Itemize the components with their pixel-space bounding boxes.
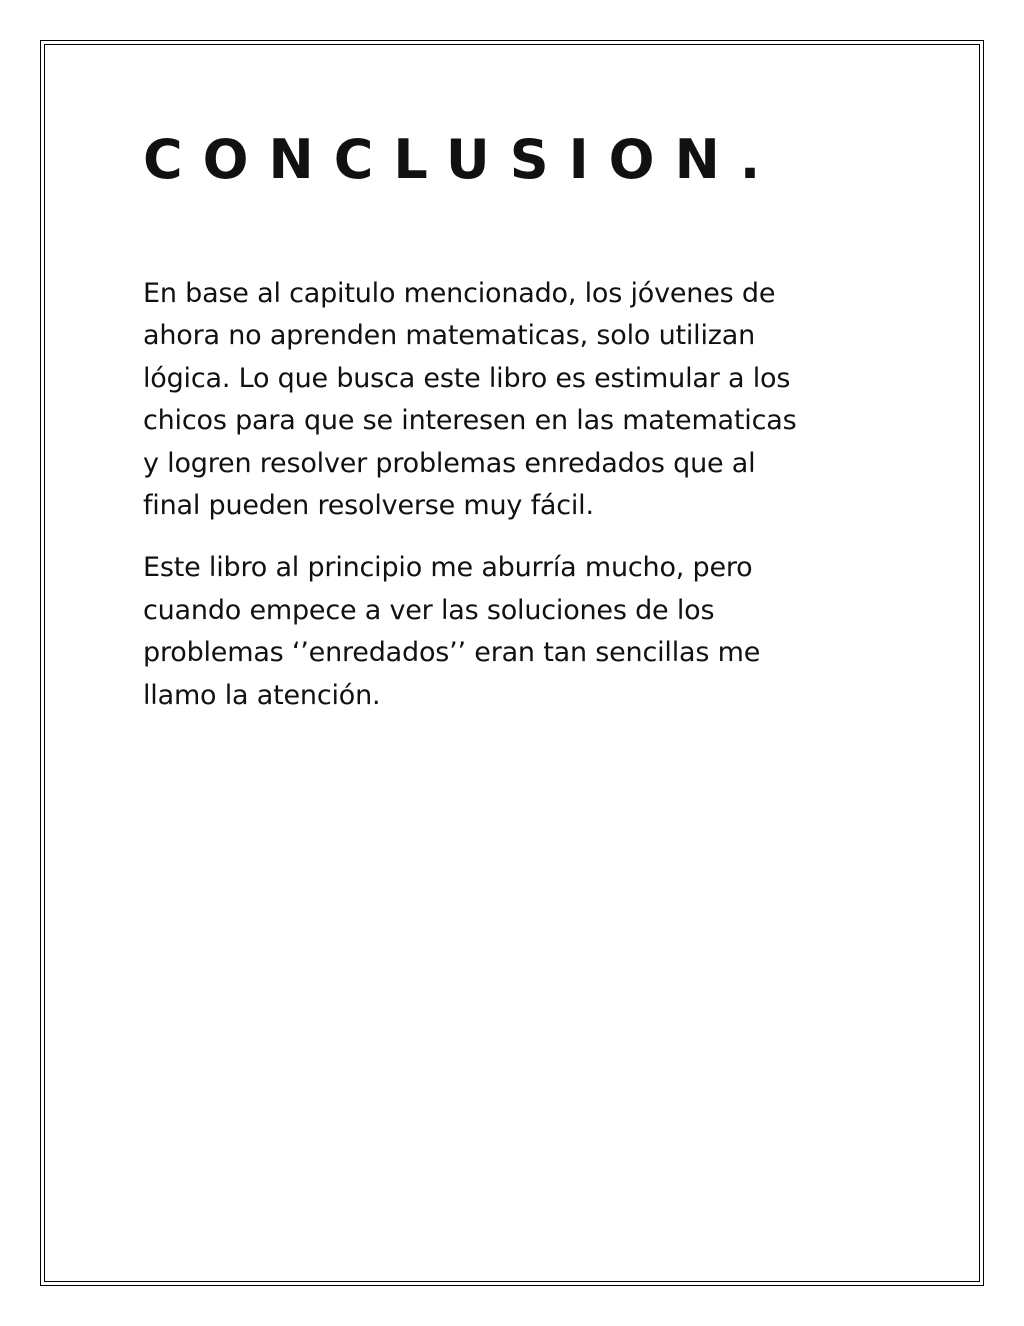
document-body xyxy=(143,120,883,717)
paragraph-1: En base al capitulo mencionado, los jóvenes de ahora no aprenden matematicas, solo utilizan lógica. Lo que busca este libro es estimular a los chicos para que se interesen en las matematicas y logren resolver problemas enredados que al final pueden resolverse muy fácil. xyxy=(143,278,797,522)
paragraph-2: Este libro al principio me aburría mucho, pero cuando empece a ver las soluciones de los problemas ‘’enredados’’ eran tan sencillas me llamo la atención. xyxy=(143,552,761,711)
page-title: CONCLUSION. xyxy=(143,128,781,191)
